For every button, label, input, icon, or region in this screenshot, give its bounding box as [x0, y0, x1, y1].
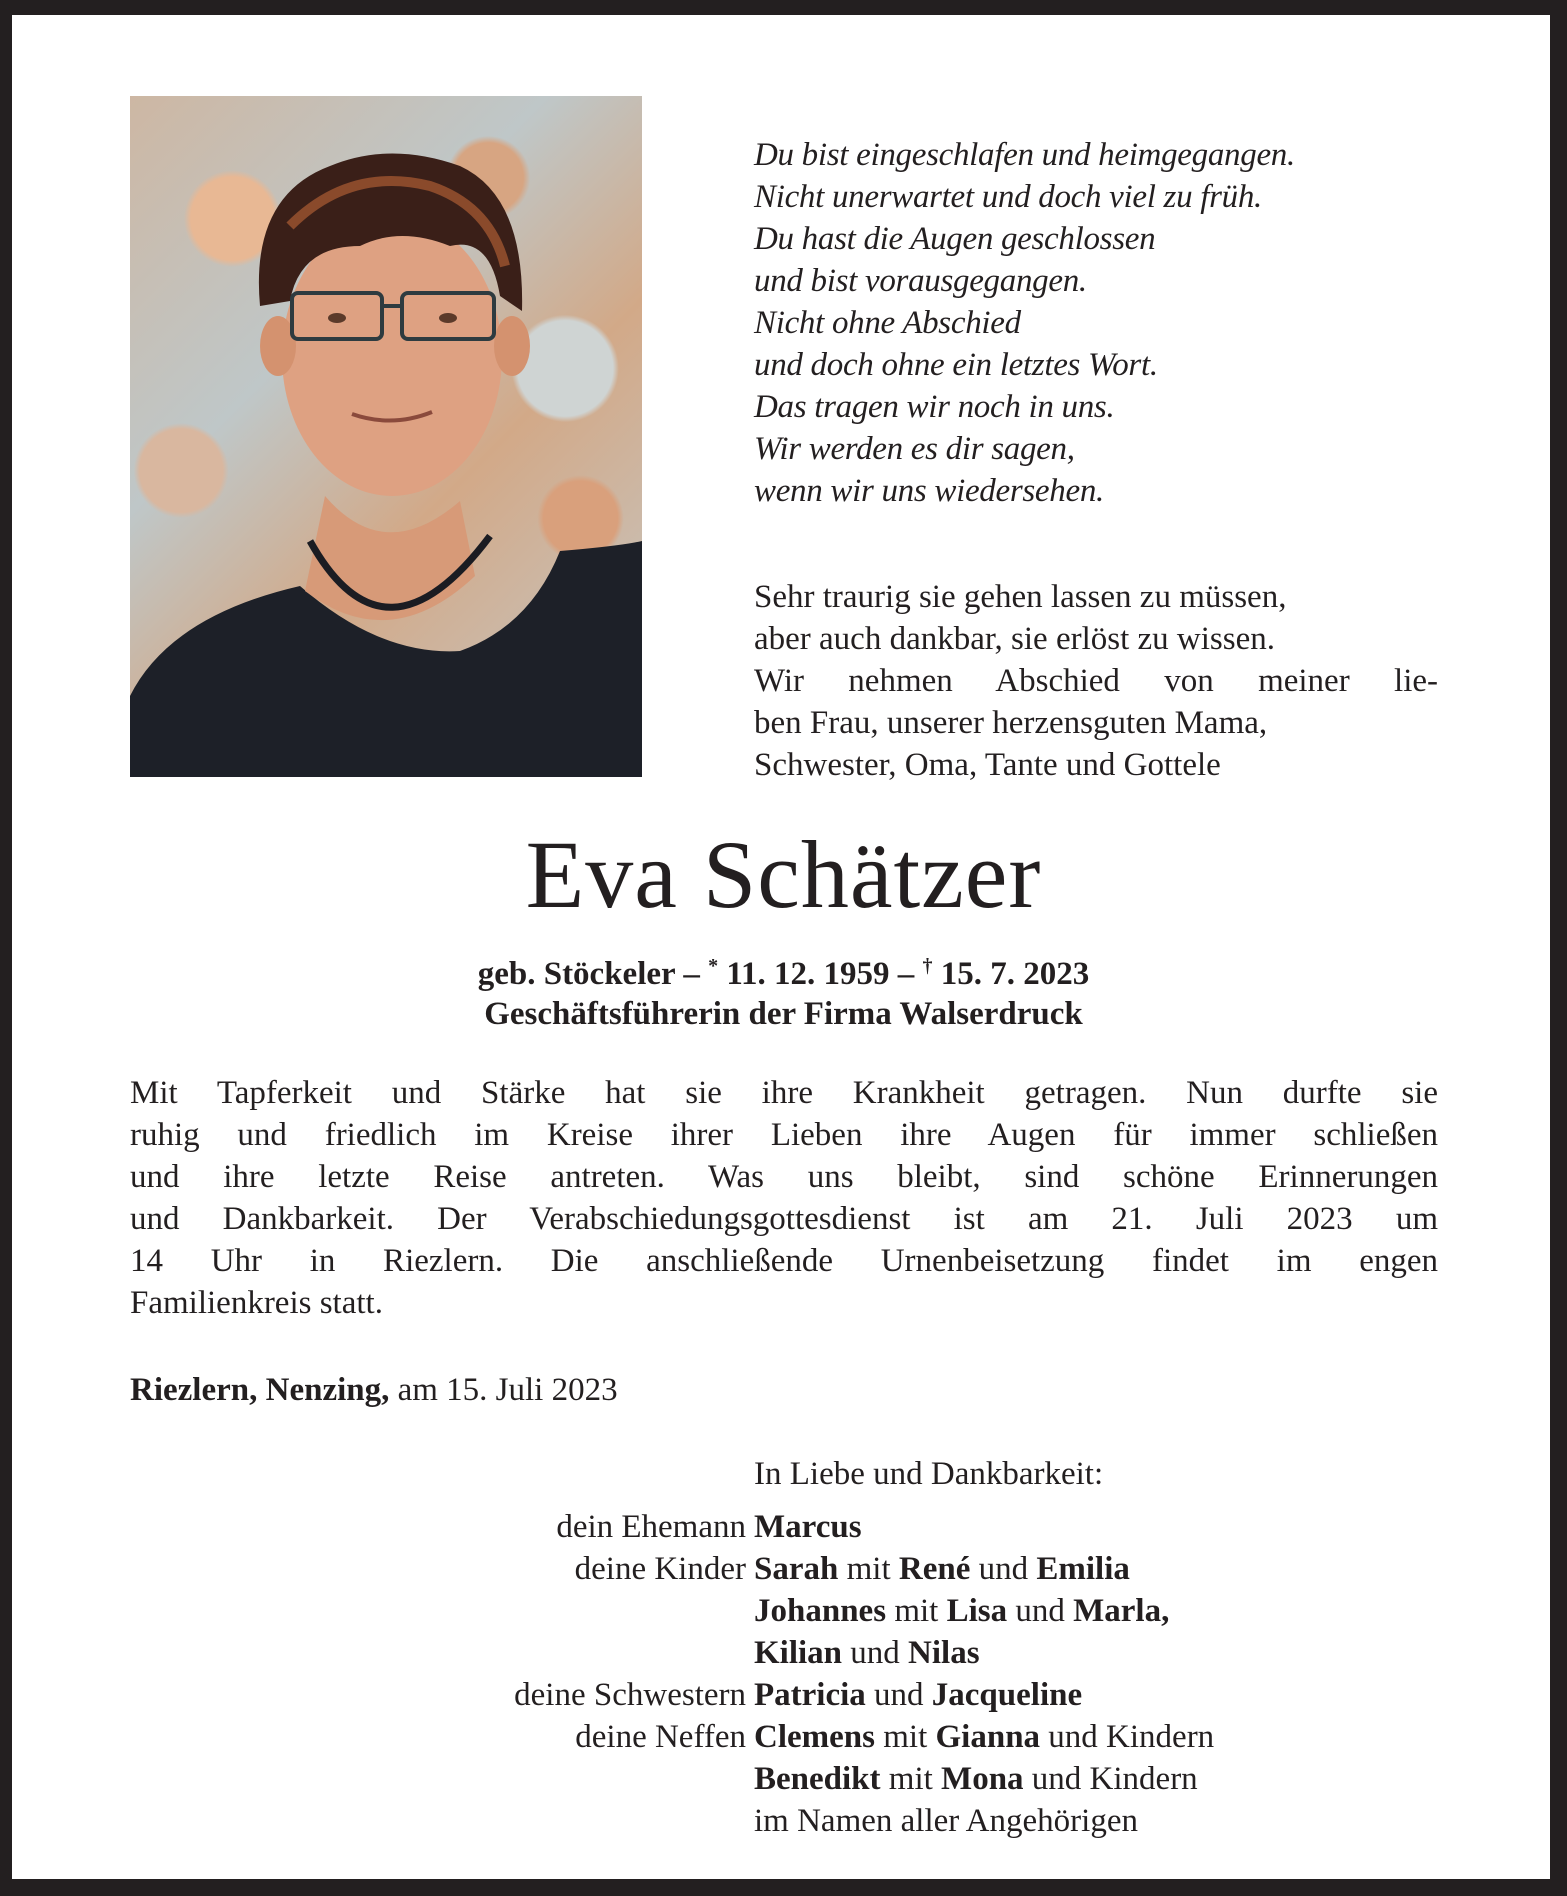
connector-text: und: [865, 1677, 932, 1713]
poem: [754, 134, 1295, 512]
poem-line: wenn wir uns wiedersehen.: [754, 473, 1104, 509]
mourner-row: [130, 1758, 1438, 1800]
connector-text: mit: [886, 1593, 947, 1629]
mourner-name: Nilas: [908, 1635, 980, 1671]
intro-line: ben Frau, unserer herzensguten Mama,: [754, 705, 1268, 741]
intro-line: aber auch dankbar, sie erlöst zu wissen.: [754, 621, 1275, 657]
separator: –: [889, 956, 923, 992]
intro-line: Schwester, Oma, Tante und Gottele: [754, 747, 1221, 783]
mourner-names: [754, 1674, 1082, 1716]
birth-star-icon: *: [708, 955, 719, 977]
relation-label: deine Kinder: [574, 1551, 746, 1587]
connector-text: und: [842, 1635, 909, 1671]
mourner-name: Marcus: [754, 1509, 862, 1545]
poem-line: Wir werden es dir sagen,: [754, 431, 1075, 467]
birth-name: geb. Stöckeler: [477, 956, 676, 992]
portrait-photo: [130, 96, 642, 777]
portrait-illustration: [130, 96, 642, 777]
poem-line: Du bist eingeschlafen und heimgegangen.: [754, 137, 1295, 173]
connector-text: und: [970, 1551, 1037, 1587]
mourner-row: [130, 1716, 1438, 1758]
birth-death-line: [0, 946, 1567, 994]
mourner-name: Marla,: [1073, 1593, 1170, 1629]
mourners-list: [130, 1506, 1438, 1842]
relation-label: dein Ehemann: [556, 1509, 746, 1545]
mourner-row: [130, 1506, 1438, 1548]
face-shape: [282, 216, 502, 496]
intro-line: Wir nehmen Abschied von meiner lie-: [754, 663, 1438, 699]
mourner-name: Emilia: [1036, 1551, 1130, 1587]
body-line: ruhig und friedlich im Kreise ihrer Lieben ihre Augen für immer schließen: [130, 1117, 1438, 1153]
mourner-name: Clemens: [754, 1719, 875, 1755]
neck-shape: [305, 496, 475, 620]
mourner-name: Sarah: [754, 1551, 839, 1587]
places: Riezlern, Nenzing,: [130, 1372, 390, 1408]
mourner-names: [754, 1716, 1214, 1758]
relation-label: [130, 1758, 754, 1800]
connector-text: mit: [838, 1551, 899, 1587]
mourner-row: [130, 1590, 1438, 1632]
deceased-name: Eva Schätzer: [525, 821, 1042, 928]
body-line: und ihre letzte Reise antreten. Was uns bleibt, sind schöne Erinnerungen: [130, 1159, 1438, 1195]
body-paragraph: [130, 1072, 1438, 1324]
mourner-name: René: [898, 1551, 971, 1587]
place-date-line: [130, 1369, 618, 1411]
birth-date: 11. 12. 1959: [718, 956, 890, 992]
connector-text: und Kindern: [1023, 1761, 1198, 1797]
mourner-row: [130, 1548, 1438, 1590]
connector-text: mit: [880, 1761, 942, 1797]
life-details: [0, 946, 1567, 1034]
intro-line: Sehr traurig sie gehen lassen zu müssen,: [754, 579, 1287, 615]
body-line: Mit Tapferkeit und Stärke hat sie ihre Krankheit getragen. Nun durfte sie: [130, 1075, 1438, 1111]
poem-line: und doch ohne ein letztes Wort.: [754, 347, 1158, 383]
relation-label: deine Neffen: [575, 1719, 746, 1755]
mourner-row: [130, 1674, 1438, 1716]
body-line: Familienkreis statt.: [130, 1285, 383, 1321]
poem-line: Das tragen wir noch in uns.: [754, 389, 1115, 425]
mourner-name: Patricia: [754, 1677, 866, 1713]
connector-text: und: [1007, 1593, 1074, 1629]
mourner-names: [754, 1632, 980, 1674]
mourner-names: [754, 1548, 1130, 1590]
mourner-name: Jacqueline: [931, 1677, 1083, 1713]
connector-text: im Namen aller Angehörigen: [754, 1803, 1138, 1839]
mourner-name: Johannes: [754, 1593, 887, 1629]
poem-line: und bist vorausgegangen.: [754, 263, 1087, 299]
mourner-name: Gianna: [935, 1719, 1041, 1755]
mourner-names: [754, 1590, 1169, 1632]
relation-label: [130, 1590, 754, 1632]
poem-line: Nicht unerwartet und doch viel zu früh.: [754, 179, 1263, 215]
eye-shape: [439, 313, 457, 323]
role-line: Geschäftsführerin der Firma Walserdruck: [484, 996, 1083, 1032]
relation-label: [130, 1632, 754, 1674]
mourner-name: Lisa: [946, 1593, 1008, 1629]
mourner-names: [754, 1758, 1198, 1800]
relation-label: [130, 1800, 754, 1842]
mourner-names: [754, 1506, 862, 1548]
date: am 15. Juli 2023: [389, 1372, 618, 1408]
death-cross-icon: †: [922, 955, 933, 977]
mourner-name: Kilian: [754, 1635, 843, 1671]
closing-phrase: In Liebe und Dankbarkeit:: [754, 1456, 1104, 1492]
connector-text: mit: [874, 1719, 936, 1755]
relation-label: deine Schwestern: [514, 1677, 746, 1713]
poem-line: Du hast die Augen geschlossen: [754, 221, 1156, 257]
connector-text: und Kindern: [1040, 1719, 1215, 1755]
eye-shape: [328, 313, 346, 323]
death-date: 15. 7. 2023: [932, 956, 1090, 992]
ear-shape: [494, 316, 530, 376]
separator: –: [675, 956, 709, 992]
mourner-names: [754, 1800, 1138, 1842]
mourner-row: [130, 1632, 1438, 1674]
body-line: 14 Uhr in Riezlern. Die anschließende Urnenbeisetzung findet im engen: [130, 1243, 1438, 1279]
mourner-name: Benedikt: [754, 1761, 881, 1797]
mourner-name: Mona: [941, 1761, 1024, 1797]
body-line: und Dankbarkeit. Der Verabschiedungsgottesdienst ist am 21. Juli 2023 um: [130, 1201, 1438, 1237]
mourner-row: [130, 1800, 1438, 1842]
intro-paragraph: [754, 576, 1438, 786]
poem-line: Nicht ohne Abschied: [754, 305, 1021, 341]
